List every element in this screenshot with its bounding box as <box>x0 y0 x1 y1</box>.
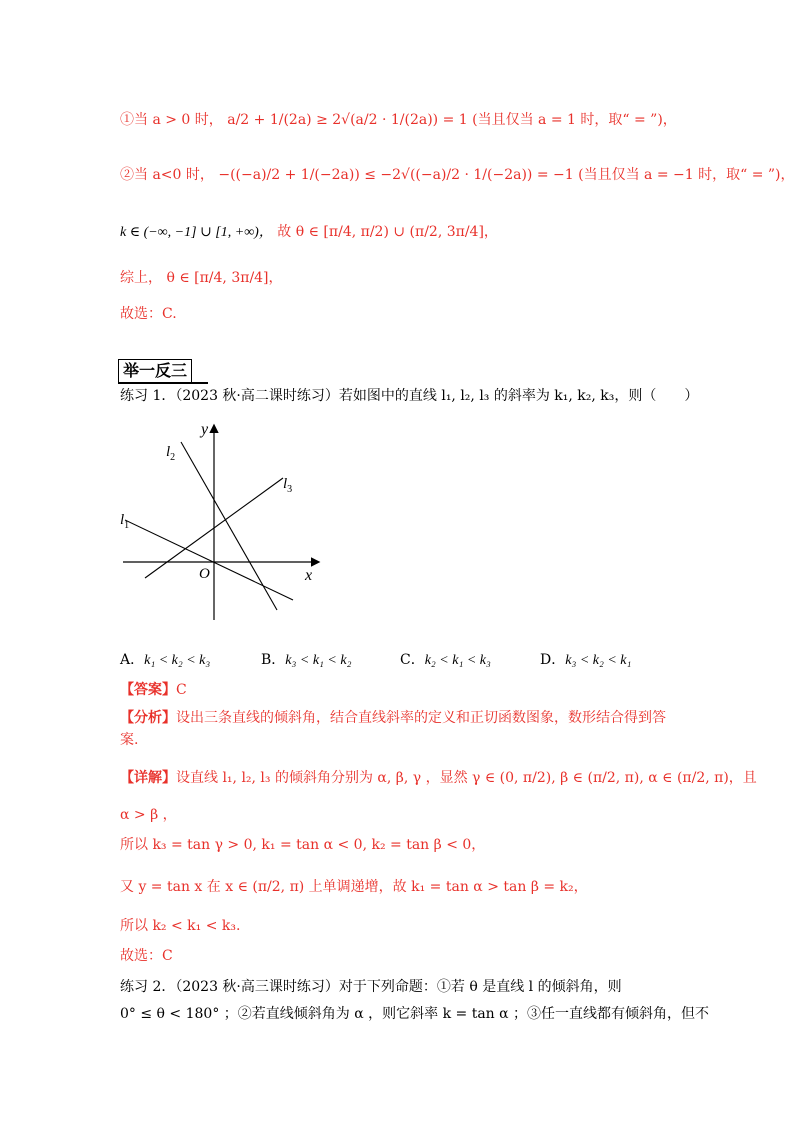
detail-line4: 又 y = tan x 在 x ∈ (π/2, π) 上单调递增，故 k₁ = tan α > tan β = k₂， <box>120 879 588 895</box>
answer-value: C <box>176 682 187 698</box>
exercise2-line1: 练习 2．（2023 秋·高三课时练习）对于下列命题：①若 θ 是直线 l 的倾斜角，则 <box>120 979 622 995</box>
exercise1-stem: 练习 1．（2023 秋·高二课时练习）若如图中的直线 l₁, l₂, l₃ 的斜率为 k₁, k₂, k₃，则（ ） <box>120 388 699 404</box>
analysis-line2: 案. <box>120 732 139 748</box>
detail-line3: 所以 k₃ = tan γ > 0, k₁ = tan α < 0, k₂ = tan β < 0， <box>120 837 486 853</box>
l3-label: $l_3$ <box>283 476 293 495</box>
detail-tag: 【详解】 <box>120 770 176 786</box>
slope-figure <box>115 420 325 620</box>
section-title: 举一反三 <box>118 359 192 383</box>
solution-k-range <box>120 222 498 243</box>
option-b: B．k₃ < k₁ < k₂ <box>261 652 352 668</box>
x-axis-label: x <box>305 567 313 584</box>
answer-tag: 【答案】 <box>120 682 176 698</box>
answer-line <box>120 680 187 700</box>
detail-line2: α > β ， <box>120 807 177 823</box>
solution-case2: ②当 a<0 时， −((−a)/2 + 1/(−2a)) ≤ −2√((−a)/2 · 1/(−2a)) = −1 (当且仅当 a = −1 时，取“ = ”)， <box>120 167 795 183</box>
solution-choice: 故选：C. <box>120 306 177 322</box>
detail-line5: 所以 k₂ < k₁ < k₃. <box>120 918 241 934</box>
l2-label: $l_2$ <box>166 444 176 463</box>
y-axis-label: y <box>201 421 209 438</box>
option-c: C．k₂ < k₁ < k₃ <box>400 652 491 668</box>
detail-line1: 【详解】设直线 l₁, l₂, l₃ 的倾斜角分别为 α, β, γ ，显然 γ ∈ (0, π/2), β ∈ (π/2, π), α ∈ (π/2, π)，且 <box>120 770 757 786</box>
solution-summary: 综上， θ ∈ [π/4, 3π/4]， <box>120 270 283 286</box>
l1-label: $l_1$ <box>120 512 130 531</box>
exercise2-line2: 0° ≤ θ < 180° ；②若直线倾斜角为 α ，则它斜率 k = tan α ；③任一直线都有倾斜角，但不 <box>120 1006 710 1022</box>
k-range-text: k ∈ (−∞, −1] ∪ [1, +∞)， <box>120 225 273 240</box>
analysis-tag: 【分析】 <box>120 710 176 726</box>
detail-line6: 故选：C <box>120 948 173 964</box>
analysis-line1: 【分析】设出三条直线的倾斜角，结合直线斜率的定义和正切函数图象，数形结合得到答 <box>120 710 666 726</box>
theta-range-text: 故 θ ∈ [π/4, π/2) ∪ (π/2, 3π/4]， <box>272 224 498 240</box>
line-l2 <box>181 442 277 610</box>
option-d: D．k₃ < k₂ < k₁ <box>540 652 632 668</box>
option-a: A．k₁ < k₂ < k₃ <box>120 652 211 668</box>
solution-case1: ①当 a > 0 时， a/2 + 1/(2a) ≥ 2√(a/2 · 1/(2a)) = 1 (当且仅当 a = 1 时，取“ = ”)， <box>120 112 677 128</box>
origin-label: O <box>199 566 210 582</box>
section-underline <box>118 382 208 384</box>
